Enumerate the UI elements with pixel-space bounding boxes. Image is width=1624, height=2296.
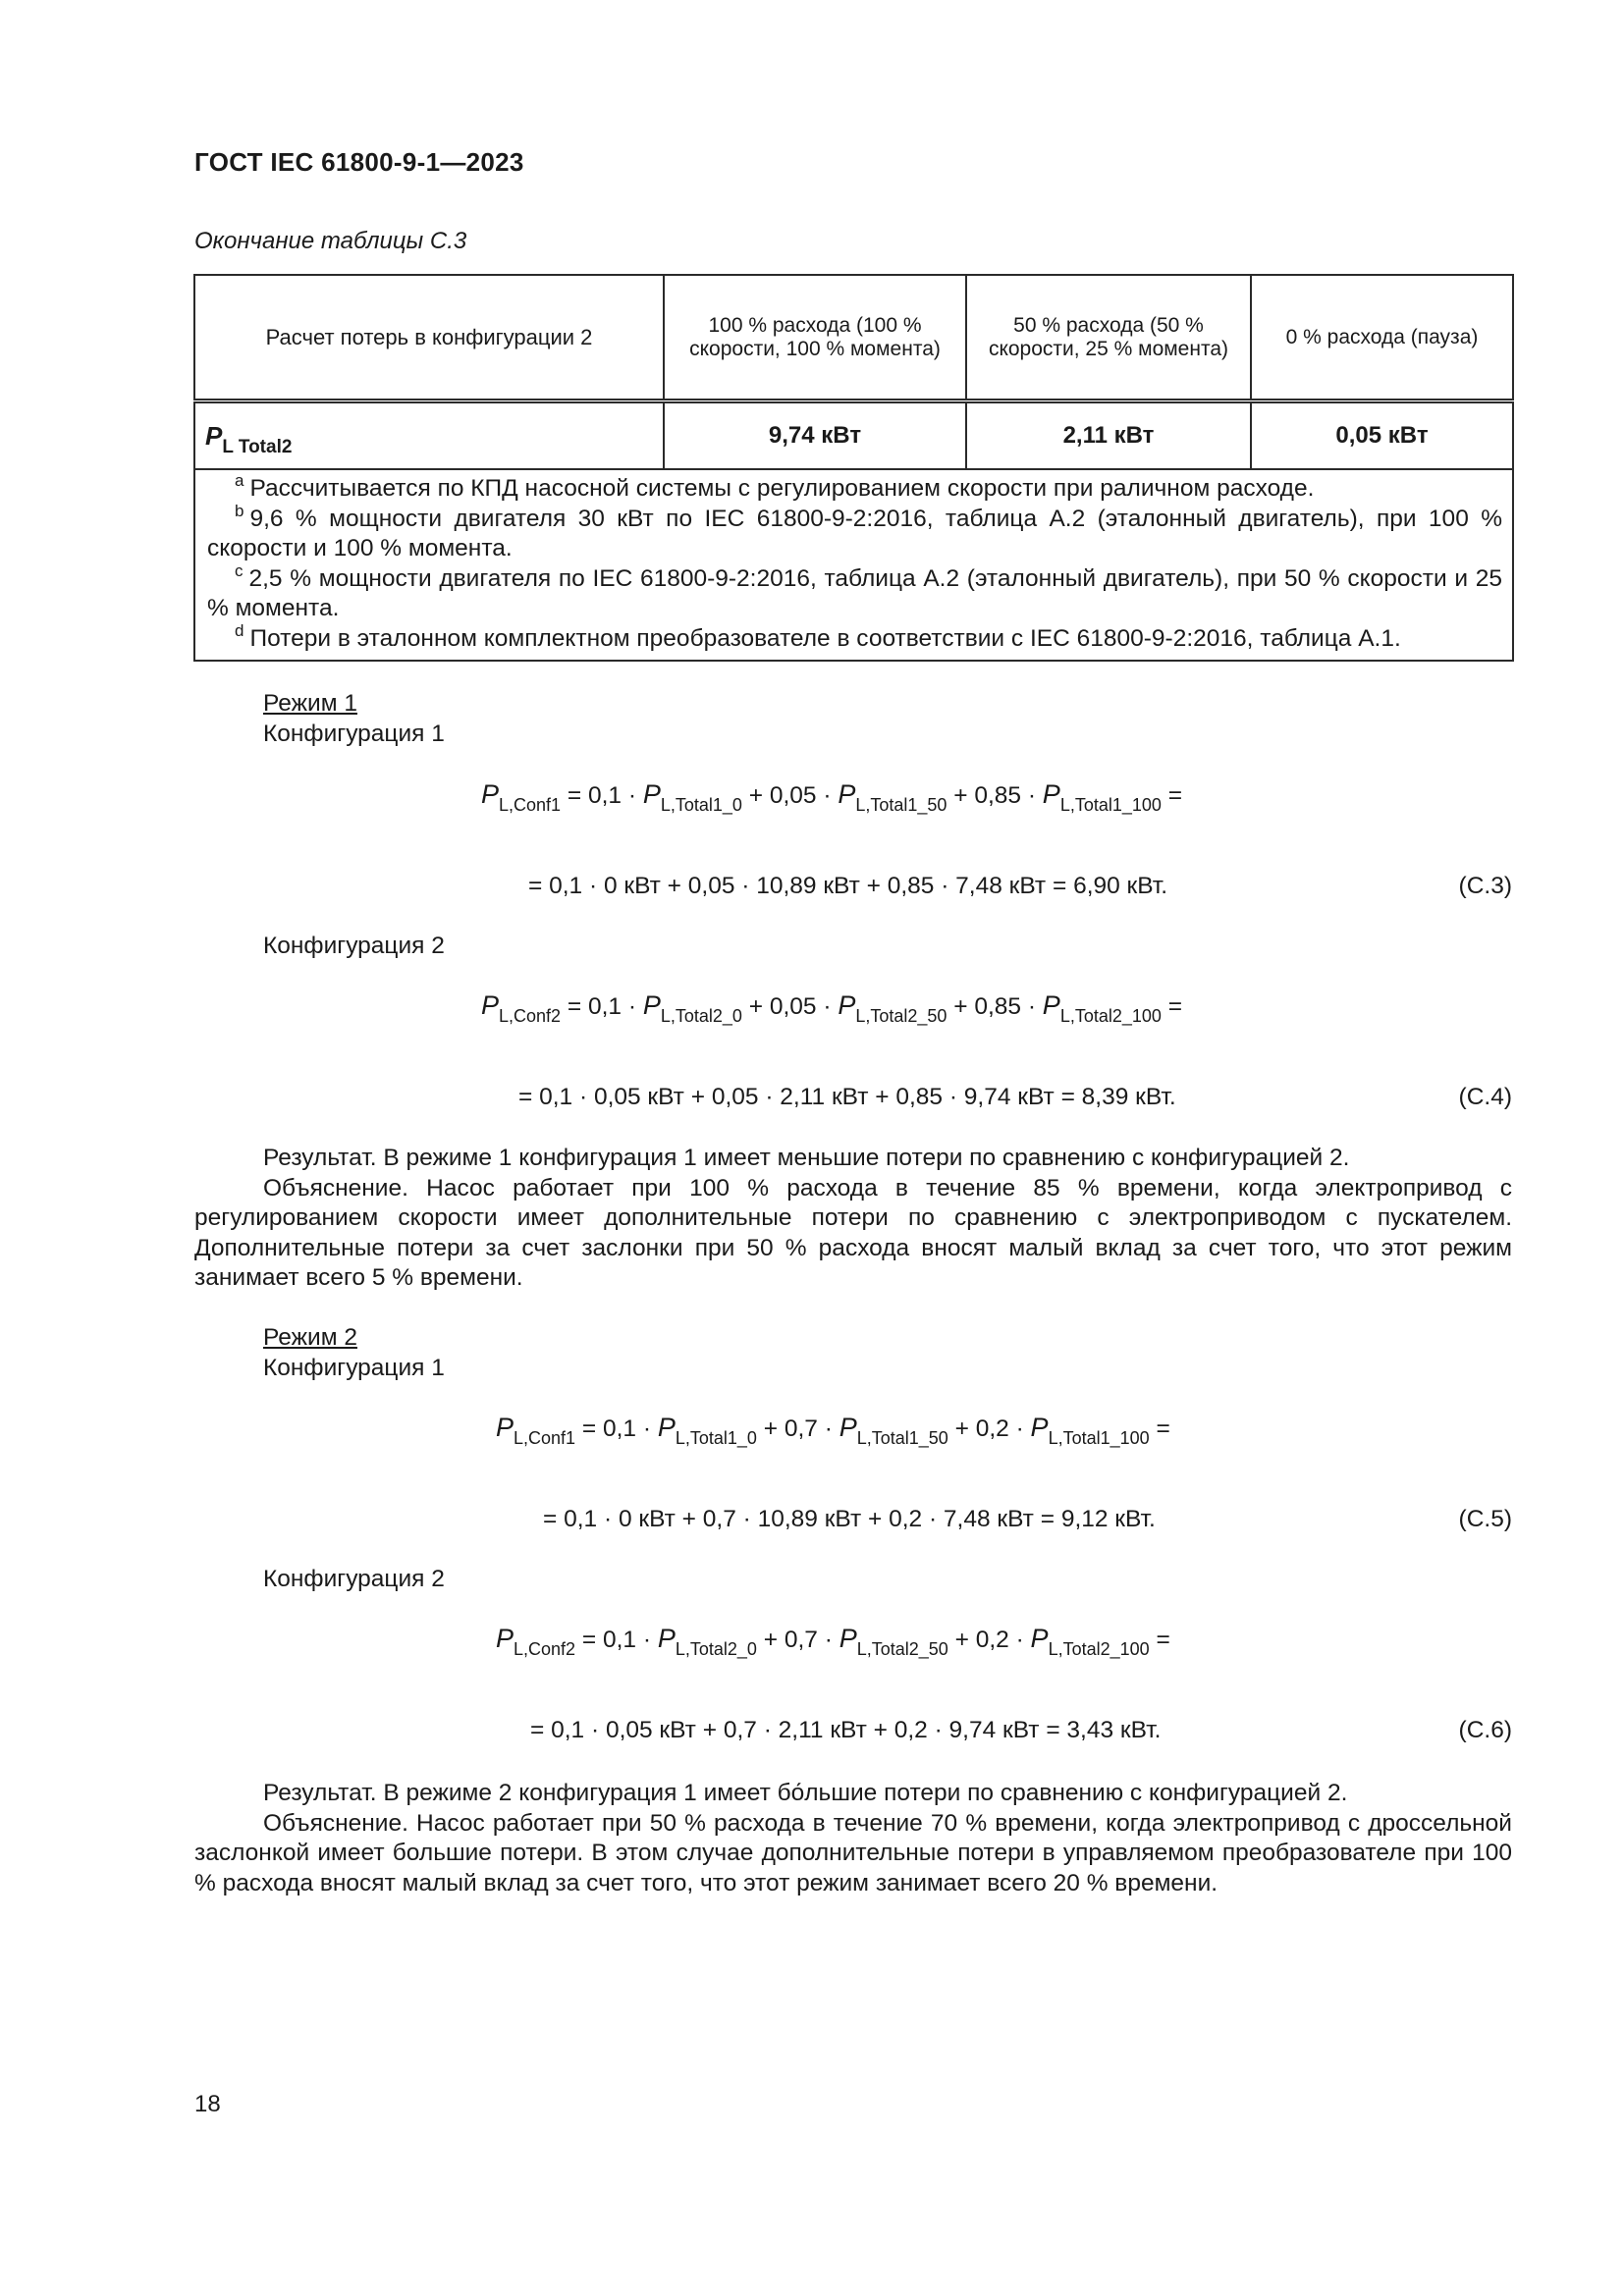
table-row (194, 401, 1513, 470)
page-number: 18 (194, 2091, 221, 2117)
mode2-conf2-result: = 0,1 · 0,05 кВт + 0,7 · 2,11 кВт + 0,2 · 9,74 кВт = 3,43 кВт. (530, 1717, 1162, 1743)
losses-table (193, 274, 1514, 662)
footnote-b: $^b$ 9,6 % мощности двигателя 30 кВт по IEC 61800-9-2:2016, таблица А.2 (эталонный двигатель), при 100 % скорости и 100 % момента. (207, 501, 1502, 561)
mode2-result: Результат. В режиме 2 конфигурация 1 имеет бо́льшие потери по сравнению с конфигурацией 2. (263, 1780, 1348, 1806)
footnote-c: $^c$ 2,5 % мощности двигателя по IEC 61800-9-2:2016, таблица А.2 (эталонный двигатель), при 50 % скорости и 25 % момента. (207, 561, 1502, 621)
equation-number-c3: (С.3) (1458, 873, 1512, 899)
column-header-flow-100: 100 % расхода (100 % скорости, 100 % момента) (664, 275, 966, 401)
column-header-flow-50: 50 % расхода (50 % скорости, 25 % момента) (966, 275, 1251, 401)
footnote-d: $^d$ Потери в эталонном комплектном преобразователе в соответствии с IEC 61800-9-2:2016, таблица А.1. (235, 620, 1401, 652)
mode2-conf1-label: Конфигурация 1 (263, 1355, 445, 1381)
mode2-explanation: Объяснение. Насос работает при 50 % расхода в течение 70 % времени, когда электропривод с дроссельной заслонкой имеет большие потери. В этом случае дополнительные потери в управляемом преобразователе при 100 % расхода вносят малый вклад за счет того, что этот режим занимает всего 20 % времени. (194, 1809, 1512, 1896)
equation-number-c6: (С.6) (1458, 1717, 1512, 1743)
cell-value-50: 2,11 кВт (966, 401, 1251, 470)
table-header-row (194, 275, 1513, 401)
mode2-conf1-formula: $P_{L,Conf1} = 0,1 \cdot P_{L,Total1\_0} + 0,7 \cdot P_{L,Total1\_50} + 0,2 \cdot P_{L,Total1\_100}$ = (496, 1413, 1170, 1448)
footnote-a: $^a$ Рассчитывается по КПД насосной системы с регулированием скорости при раличном расходе. (235, 471, 1315, 502)
table-caption: Окончание таблицы С.3 (194, 228, 467, 254)
mode2-conf2-label: Конфигурация 2 (263, 1566, 445, 1592)
mode2-title: Режим 2 (263, 1324, 357, 1351)
column-header-calc: Расчет потерь в конфигурации 2 (194, 275, 664, 401)
mode1-conf1-label: Конфигурация 1 (263, 721, 445, 747)
mode1-conf1-formula: $P_{L,Conf1} = 0,1 \cdot P_{L,Total1\_0} + 0,05 \cdot P_{L,Total1\_50} + 0,85 \cdot P_{L,Total1\_100}$ = (481, 779, 1183, 815)
mode1-title: Режим 1 (263, 690, 357, 717)
mode1-conf1-result: = 0,1 · 0 кВт + 0,05 · 10,89 кВт + 0,85 · 7,48 кВт = 6,90 кВт. (528, 873, 1168, 899)
mode1-conf2-result: = 0,1 · 0,05 кВт + 0,05 · 2,11 кВт + 0,85 · 9,74 кВт = 8,39 кВт. (518, 1084, 1176, 1110)
cell-value-0: 0,05 кВт (1251, 401, 1513, 470)
table-footnotes-row (194, 469, 1513, 661)
mode2-conf2-formula: $P_{L,Conf2} = 0,1 \cdot P_{L,Total2\_0} + 0,7 \cdot P_{L,Total2\_50} + 0,2 \cdot P_{L,Total2\_100}$ = (496, 1624, 1170, 1659)
document-header: ГОСТ IEC 61800-9-1—2023 (194, 147, 524, 177)
mode2-conclusion (194, 1779, 1512, 1898)
cell-value-100: 9,74 кВт (664, 401, 966, 470)
mode1-conclusion (194, 1144, 1512, 1294)
mode1-explanation: Объяснение. Насос работает при 100 % расхода в течение 85 % времени, когда электропривод с регулированием скорости имеет дополнительные потери по сравнению с электроприводом с пускателем. Дополнительные потери за счет заслонки при 50 % расхода вносят малый вклад за счет того, что этот режим занимает всего 5 % времени. (194, 1174, 1512, 1291)
mode1-conf2-label: Конфигурация 2 (263, 933, 445, 959)
mode1-result: Результат. В режиме 1 конфигурация 1 имеет меньшие потери по сравнению с конфигурацией 2. (263, 1145, 1350, 1171)
equation-number-c4: (С.4) (1458, 1084, 1512, 1110)
mode2-conf1-result: = 0,1 · 0 кВт + 0,7 · 10,89 кВт + 0,2 · 7,48 кВт = 9,12 кВт. (543, 1506, 1156, 1532)
mode1-conf2-formula: $P_{L,Conf2} = 0,1 \cdot P_{L,Total2\_0} + 0,05 \cdot P_{L,Total2\_50} + 0,85 \cdot P_{L,Total2\_100}$ = (481, 990, 1183, 1026)
row-label: $P_{L Total2}$ (194, 401, 664, 470)
equation-number-c5: (С.5) (1458, 1506, 1512, 1532)
table-footnotes (194, 469, 1513, 661)
column-header-flow-0: 0 % расхода (пауза) (1251, 275, 1513, 401)
